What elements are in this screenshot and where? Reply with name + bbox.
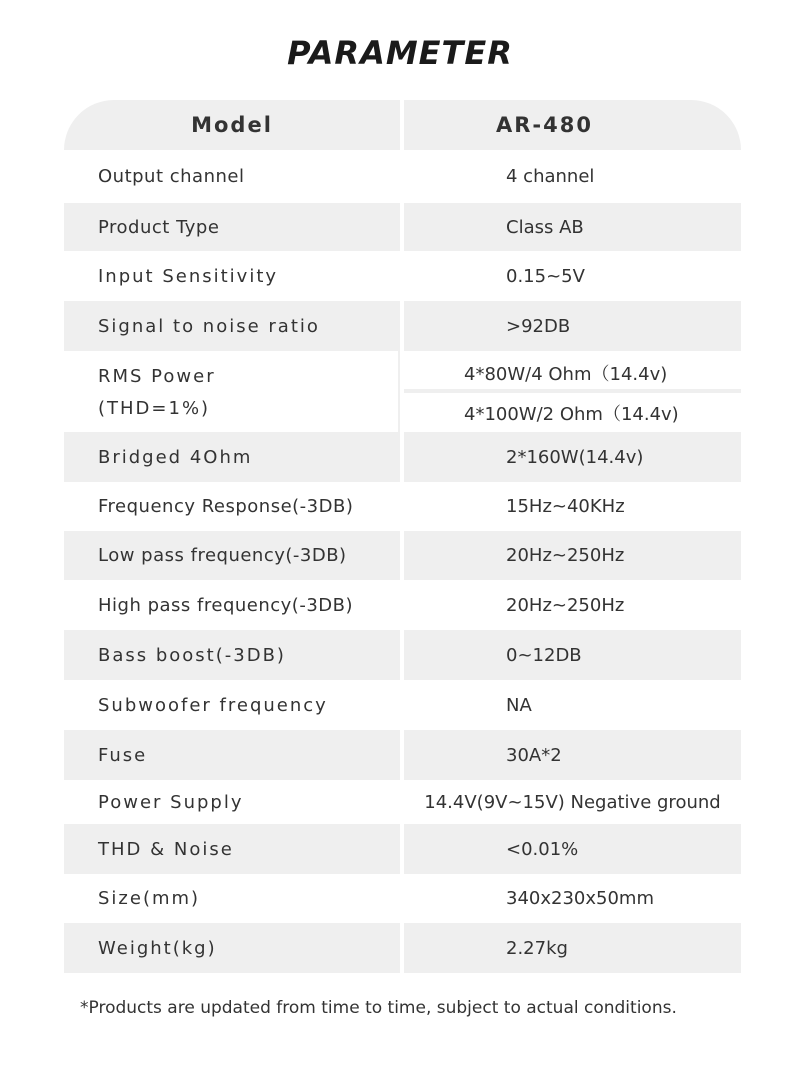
row-value: 0.15~5V <box>506 265 585 287</box>
row-value: >92DB <box>404 301 741 351</box>
row-label: Power Supply <box>98 791 244 813</box>
row-label: Low pass frequency(-3DB) <box>64 531 400 580</box>
table-row-rms-power <box>64 351 741 432</box>
row-value: 2*160W(14.4v) <box>404 432 741 482</box>
row-label: Input Sensitivity <box>98 265 279 287</box>
row-value: <0.01% <box>404 824 741 874</box>
row-value: NA <box>506 694 532 716</box>
parameter-table <box>64 100 741 973</box>
table-row <box>64 531 741 580</box>
row-label-line2: (THD=1%) <box>98 398 211 419</box>
table-row <box>64 580 741 630</box>
row-label: Bridged 4Ohm <box>64 432 400 482</box>
row-label <box>64 351 400 432</box>
header-model-label: Model <box>64 100 400 150</box>
row-label-line1: RMS Power <box>98 366 216 387</box>
row-value: 2.27kg <box>404 923 741 973</box>
row-label: Weight(kg) <box>64 923 400 973</box>
row-value: 4 channel <box>506 166 595 187</box>
table-row <box>64 780 741 824</box>
table-row <box>64 203 741 251</box>
row-value: 14.4V(9V~15V) Negative ground <box>424 791 721 813</box>
row-value: 0~12DB <box>404 630 741 680</box>
table-row <box>64 730 741 780</box>
table-row <box>64 432 741 482</box>
row-value: 20Hz~250Hz <box>506 594 625 616</box>
row-value-line1: 4*80W/4 Ohm（14.4v) <box>464 364 668 385</box>
table-row <box>64 874 741 923</box>
row-value: 20Hz~250Hz <box>404 531 741 580</box>
row-value: Class AB <box>404 203 741 251</box>
row-value: 30A*2 <box>404 730 741 780</box>
table-row <box>64 301 741 351</box>
row-label: Output channel <box>98 166 245 187</box>
row-value-line2: 4*100W/2 Ohm（14.4v) <box>464 403 679 425</box>
row-label: Size(mm) <box>98 888 201 909</box>
row-label: Subwoofer frequency <box>98 694 328 716</box>
table-header <box>64 100 741 150</box>
row-label: Bass boost(-3DB) <box>64 630 400 680</box>
table-row <box>64 150 741 203</box>
page-title: PARAMETER <box>287 34 513 72</box>
header-model-value: AR-480 <box>404 100 741 150</box>
row-value: 15Hz~40KHz <box>506 496 625 517</box>
row-value: 340x230x50mm <box>506 888 654 909</box>
table-row <box>64 923 741 973</box>
row-label: Product Type <box>64 203 400 251</box>
table-row <box>64 482 741 531</box>
table-row <box>64 680 741 730</box>
table-row <box>64 251 741 301</box>
table-row <box>64 824 741 874</box>
footnote: *Products are updated from time to time, subject to actual conditions. <box>80 998 677 1018</box>
row-label: Signal to noise ratio <box>64 301 400 351</box>
row-label: High pass frequency(-3DB) <box>98 594 354 616</box>
table-row <box>64 630 741 680</box>
row-label: Fuse <box>64 730 400 780</box>
row-label: Frequency Response(-3DB) <box>98 496 354 517</box>
row-label: THD & Noise <box>64 824 400 874</box>
row-value-group <box>404 351 741 432</box>
